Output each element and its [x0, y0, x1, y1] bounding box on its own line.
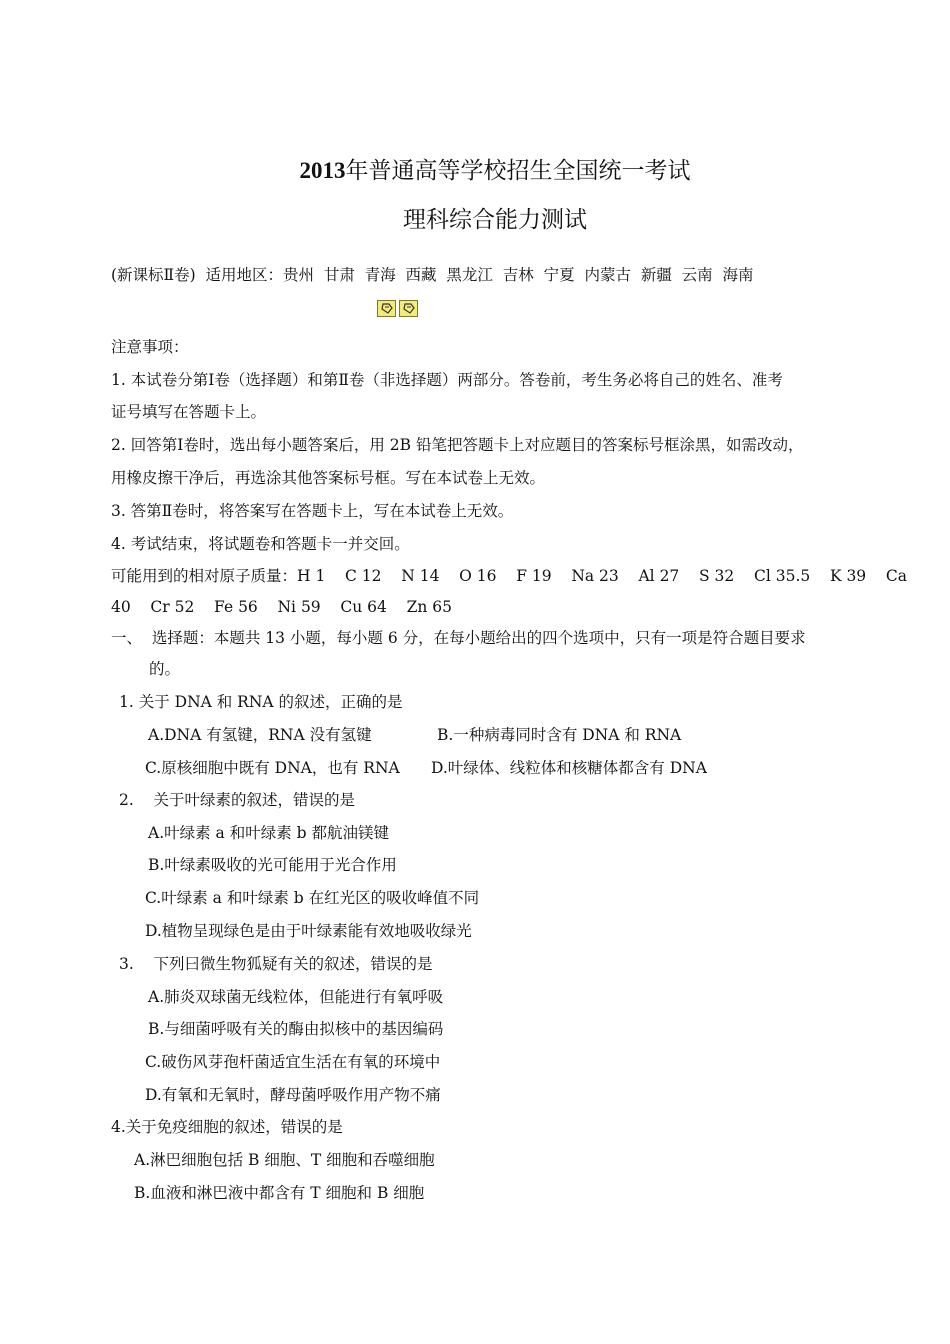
option-b: B.血液和淋巴液中都含有 T 细胞和 B 细胞	[134, 1184, 425, 1202]
notice-line: 4. 考试结束，将试题卷和答题卡一并交回。	[111, 535, 410, 553]
attachment-icon[interactable]	[377, 300, 396, 317]
option-a: A.肺炎双球菌无线粒体，但能进行有氧呼吸	[148, 988, 444, 1006]
notice-line: 2. 回答第Ⅰ卷时，选出每小题答案后，用 2B 铅笔把答题卡上对应题目的答案标号框涂黑，如需改动，	[111, 436, 804, 454]
notice-line: 1. 本试卷分第Ⅰ卷（选择题）和第Ⅱ卷（非选择题）两部分。答卷前，考生务必将自己的姓名、准考	[111, 371, 783, 389]
option-c: C.破伤风芽孢杆菌适宜生活在有氧的环境中	[145, 1053, 441, 1071]
option-d: D.有氧和无氧时，酵母菌呼吸作用产物不痛	[145, 1086, 441, 1104]
attachment-icons	[377, 300, 418, 317]
section-heading-cont: 的。	[149, 660, 181, 678]
notice-heading: 注意事项：	[111, 338, 189, 356]
exam-year: 2013	[299, 158, 346, 183]
option-c: C.原核细胞中既有 DNA，也有 RNA	[145, 759, 400, 777]
option-b: B.一种病毒同时含有 DNA 和 RNA	[437, 726, 682, 744]
atomic-mass-line: 40 Cr 52 Fe 56 Ni 59 Cu 64 Zn 65	[111, 598, 452, 616]
question-stem: 4.关于免疫细胞的叙述，错误的是	[111, 1118, 343, 1136]
question-stem: 2. 关于叶绿素的叙述，错误的是	[119, 791, 355, 809]
exam-title-text: 年普通高等学校招生全国统一考试	[345, 158, 691, 184]
attachment-icon[interactable]	[399, 300, 418, 317]
option-a: A.DNA 有氢键，RNA 没有氢键	[148, 726, 372, 744]
notice-line: 3. 答第Ⅱ卷时，将答案写在答题卡上，写在本试卷上无效。	[111, 502, 514, 520]
question-stem: 3. 下列曰微生物狐疑有关的叙述，错误的是	[119, 955, 433, 973]
option-b: B.与细菌呼吸有关的酶由拟核中的基因编码	[148, 1020, 444, 1038]
question-stem: 1. 关于 DNA 和 RNA 的叙述，正确的是	[119, 693, 403, 711]
section-heading: 一、 选择题：本题共 13 小题，每小题 6 分，在每小题给出的四个选项中，只有一项是符合题目要求	[111, 629, 806, 647]
notice-line: 用橡皮擦干净后，再选涂其他答案标号框。写在本试卷上无效。	[111, 469, 546, 487]
option-d: D.叶绿体、线粒体和核糖体都含有 DNA	[431, 759, 707, 777]
notice-line: 证号填写在答题卡上。	[111, 403, 267, 421]
atomic-mass-line: 可能用到的相对原子质量：H 1 C 12 N 14 O 16 F 19 Na 23 Al 27 S 32 Cl 35.5 K 39 Ca	[111, 567, 907, 585]
option-a: A.淋巴细胞包括 B 细胞、T 细胞和吞噬细胞	[134, 1151, 435, 1169]
option-d: D.植物呈现绿色是由于叶绿素能有效地吸收绿光	[145, 922, 472, 940]
exam-subtitle: 理科综合能力测试	[403, 207, 587, 233]
option-a: A.叶绿素 a 和叶绿素 b 都航油镁键	[148, 824, 389, 842]
option-b: B.叶绿素吸收的光可能用于光合作用	[148, 856, 397, 874]
option-c: C.叶绿素 a 和叶绿素 b 在红光区的吸收峰值不同	[145, 889, 480, 907]
exam-title	[0, 156, 950, 186]
region-line: (新课标Ⅱ卷) 适用地区：贵州 甘肃 青海 西藏 黑龙江 吉林 宁夏 内蒙古 新疆 云南 海南	[111, 266, 754, 284]
